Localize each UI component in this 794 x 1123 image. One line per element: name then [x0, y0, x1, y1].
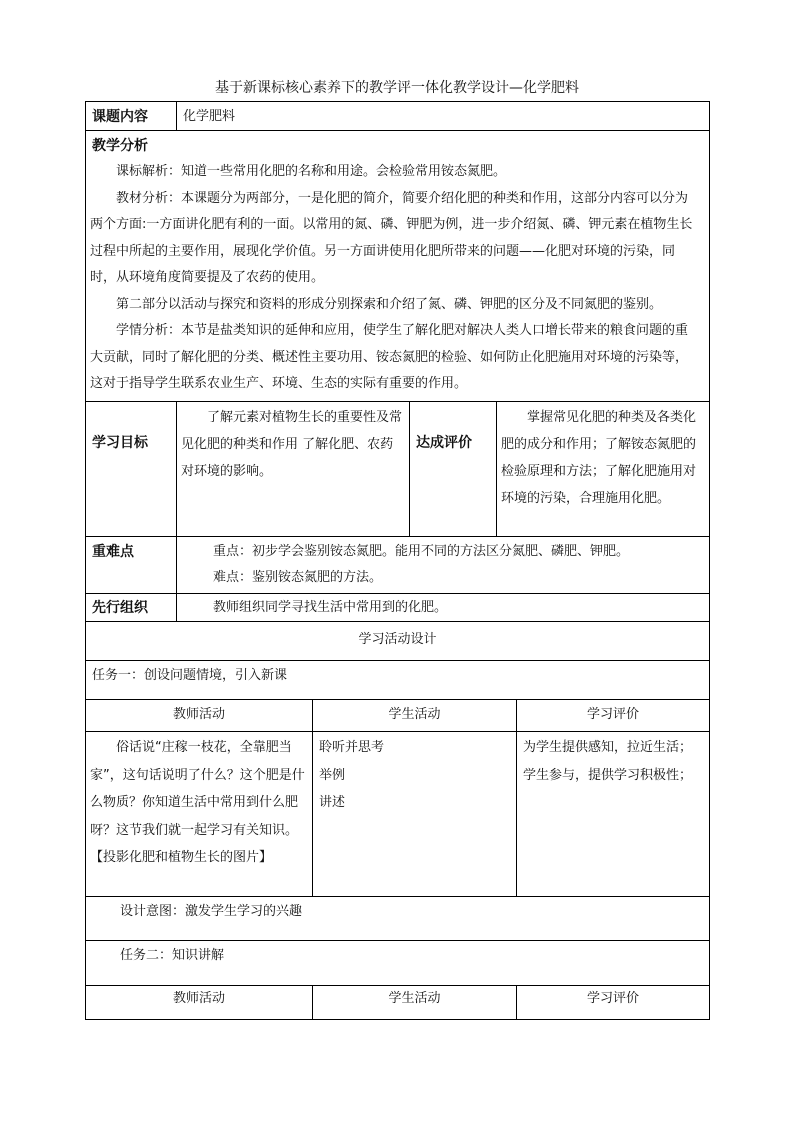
analysis-cell — [85, 130, 710, 402]
task2-text: 任务二：知识讲解 — [120, 948, 225, 963]
topic-value-cell — [176, 101, 710, 131]
col-teacher-header: 教师活动 — [172, 991, 225, 1006]
objectives-text-cell — [176, 401, 410, 537]
topic-label: 课题内容 — [92, 109, 148, 125]
analysis-paragraph: 学情分析：本节是盐类知识的延伸和应用，使学生了解化肥对解决人类人口增长带来的粮食问题的重大贡献，同时了解化肥的分类、概述性主要功用、铵态氮肥的检验、如何防止化肥施用对环境的污染等，这对于指导学生联系农业生产、环境、生态的实际有重要的作用。 — [90, 323, 689, 391]
col-teacher-header-cell-2 — [85, 985, 313, 1020]
activity-heading: 学习活动设计 — [358, 632, 437, 647]
analysis-heading: 教学分析 — [92, 138, 148, 154]
col-evaluation-header: 学习评价 — [586, 991, 639, 1006]
objectives-label: 学习目标 — [92, 435, 148, 451]
learning-evaluation-cell — [516, 731, 710, 897]
col-evaluation-header-cell-2 — [516, 985, 710, 1020]
col-student-header-cell — [312, 699, 517, 732]
evaluation-text: 掌握常见化肥的种类及各类化肥的成分和作用；了解铵态氮肥的检验原理和方法；了解化肥施用对环境的污染，合理施用化肥。 — [501, 410, 697, 506]
analysis-paragraph: 课标解析：知道一些常用化肥的名称和用途。会检验常用铵态氮肥。 — [116, 164, 507, 179]
topic-label-cell — [85, 101, 177, 131]
col-teacher-header-cell — [85, 699, 313, 732]
student-activity-cell — [312, 731, 517, 897]
difficulty-text-cell — [176, 536, 710, 594]
teacher-activity-cell — [85, 731, 313, 897]
preorg-label: 先行组织 — [92, 600, 148, 616]
difficulty-label: 重难点 — [92, 544, 134, 560]
evaluation-label-cell — [409, 401, 497, 537]
teacher-activity-text: 俗话说“庄稼一枝花，全靠肥当家”，这句话说明了什么？这个肥是什么物质？你知道生活中常用到什么肥呀？这节我们就一起学习有关知识。【投影化肥和植物生长的图片】 — [90, 740, 305, 865]
analysis-body — [90, 159, 700, 398]
document-title: 基于新课标核心素养下的教学评一体化教学设计—化学肥料 — [215, 80, 579, 96]
design-intent-cell — [85, 896, 710, 941]
student-activity-item: 讲述 — [319, 795, 346, 810]
preorg-label-cell — [85, 593, 177, 622]
analysis-paragraph: 第二部分以活动与探究和资料的形成分别探索和介绍了氮、磷、钾肥的区分及不同氮肥的鉴别。 — [116, 296, 663, 312]
difficulty-label-cell — [85, 536, 177, 594]
student-activity-list — [319, 734, 384, 817]
objectives-text: 了解元素对植物生长的重要性及常见化肥的种类和作用 了解化肥、农药对环境的影响。 — [181, 410, 403, 479]
design-intent-text: 设计意图：激发学生学习的兴趣 — [120, 904, 303, 919]
topic-value: 化学肥料 — [183, 109, 236, 124]
task1-cell — [85, 660, 710, 700]
col-teacher-header: 教师活动 — [172, 707, 225, 722]
col-student-header: 学生活动 — [388, 991, 441, 1006]
learning-evaluation-item: 为学生提供感知，拉近生活； — [523, 740, 693, 755]
key-point: 重点：初步学会鉴别铵态氮肥。能用不同的方法区分氮肥、磷肥、钾肥。 — [213, 544, 630, 559]
learning-evaluation-item: 学生参与，提供学习积极性； — [523, 767, 693, 783]
evaluation-label: 达成评价 — [416, 435, 472, 451]
preorg-text-cell — [176, 593, 710, 622]
objectives-label-cell — [85, 401, 177, 537]
difficulty-body — [213, 539, 629, 591]
learning-evaluation-list — [523, 734, 692, 789]
evaluation-text-cell — [496, 401, 710, 537]
col-evaluation-header: 学习评价 — [586, 707, 639, 722]
analysis-paragraph: 教材分析：本课题分为两部分，一是化肥的简介，简要介绍化肥的种类和作用，这部分内容可以分为两个方面:一方面讲化肥有利的一面。以常用的氮、磷、钾肥为例，进一步介绍氮、磷、钾元素在植物生长过程中所起的主要作用，展现化学价值。另一方面讲使用化肥所带来的问题——化肥对环境的污染，同时，从环境角度简要提及了农药的使用。 — [90, 190, 693, 285]
task2-cell — [85, 940, 710, 986]
activity-heading-cell — [85, 621, 710, 661]
hard-point: 难点：鉴别铵态氮肥的方法。 — [213, 570, 383, 585]
col-student-header: 学生活动 — [388, 707, 441, 722]
col-student-header-cell-2 — [312, 985, 517, 1020]
preorg-text: 教师组织同学寻找生活中常用到的化肥。 — [213, 600, 448, 615]
col-evaluation-header-cell — [516, 699, 710, 732]
task1-text: 任务一：创设问题情境，引入新课 — [92, 668, 288, 683]
student-activity-item: 举例 — [319, 767, 346, 783]
student-activity-item: 聆听并思考 — [319, 740, 385, 755]
